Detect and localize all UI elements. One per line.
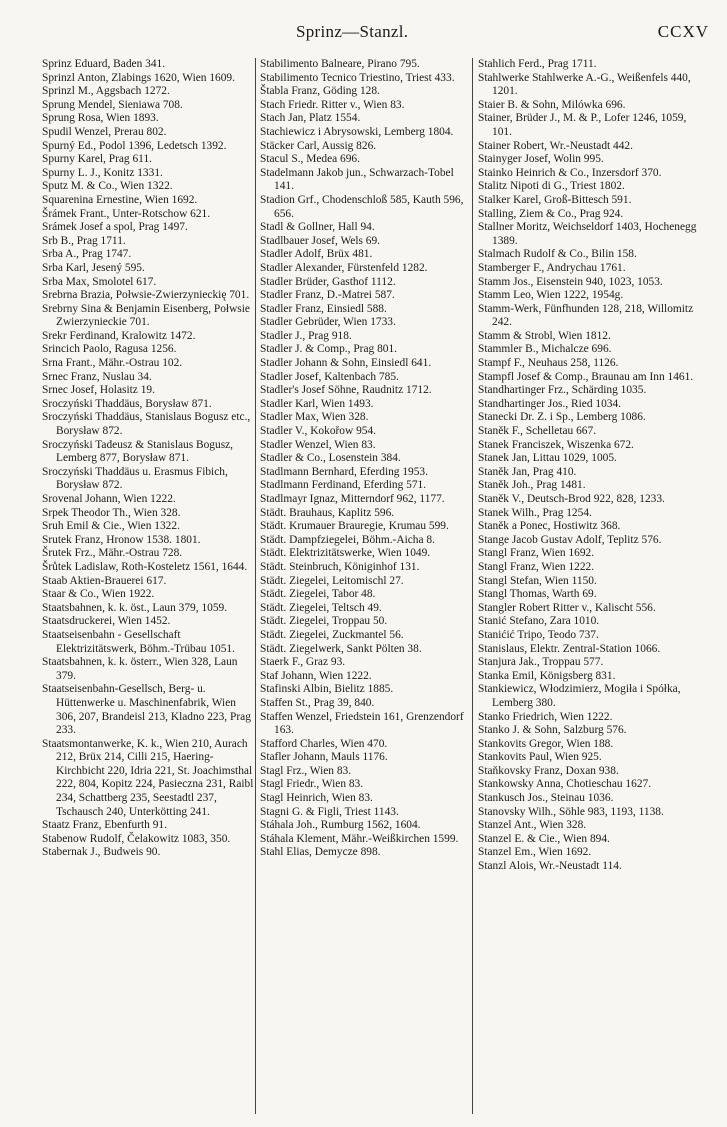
directory-entry: Staatsbahnen, k. k. österr., Wien 328, Laun 379. bbox=[42, 656, 238, 682]
directory-entry: Stachiewicz i Abrysowski, Lemberg 1804. bbox=[260, 125, 454, 138]
directory-entry: Stanecki Dr. Z. i Sp., Lemberg 1086. bbox=[478, 411, 646, 424]
directory-entry: Stamberger F., Andrychau 1761. bbox=[478, 261, 626, 274]
directory-entry: Stadler Josef, Kaltenbach 785. bbox=[260, 370, 399, 383]
directory-entry: Spurny Karel, Prag 611. bbox=[42, 153, 152, 166]
directory-entry: Standhartinger Frz., Schärding 1035. bbox=[478, 384, 647, 397]
directory-entry: Staf Johann, Wien 1222. bbox=[260, 669, 372, 682]
directory-entry: Srnec Josef, Holasitz 19. bbox=[42, 384, 155, 397]
directory-entry: Stacul S., Medea 696. bbox=[260, 153, 360, 166]
directory-entry: Städt. Elektrizitätswerke, Wien 1049. bbox=[260, 547, 431, 560]
directory-entry: Städt. Dampfziegelei, Böhm.-Aicha 8. bbox=[260, 533, 435, 546]
directory-entry: Stanzel E. & Cie., Wien 894. bbox=[478, 832, 610, 845]
directory-entry: Stankusch Jos., Steinau 1036. bbox=[478, 792, 614, 805]
directory-entry: Stáhala Joh., Rumburg 1562, 1604. bbox=[260, 819, 421, 832]
directory-entry: Sputz M. & Co., Wien 1322. bbox=[42, 180, 173, 193]
directory-entry: Stafinski Albin, Bielitz 1885. bbox=[260, 683, 394, 696]
directory-entry: Stanić Stefano, Zara 1010. bbox=[478, 615, 600, 628]
directory-entry: Stahlich Ferd., Prag 1711. bbox=[478, 58, 597, 70]
directory-entry: Šrámek Frant., Unter-Rotschow 621. bbox=[42, 207, 211, 220]
directory-entry: Stadion Grf., Chodenschloß 585, Kauth 596, 656. bbox=[260, 193, 464, 220]
directory-entry: Stagl Heinrich, Wien 83. bbox=[260, 792, 373, 805]
directory-entry: Stanzel Ant., Wien 328. bbox=[478, 819, 587, 832]
directory-entry: Srba A., Prag 1747. bbox=[42, 248, 132, 261]
directory-entry: Stanovsky Wilh., Söhle 983, 1193, 1138. bbox=[478, 805, 664, 818]
directory-entry: Staffen St., Prag 39, 840. bbox=[260, 696, 375, 709]
directory-entry: Stamm-Werk, Fünfhunden 128, 218, Willomitz 242. bbox=[478, 302, 694, 329]
directory-entry: Staatz Franz, Ebenfurth 91. bbox=[42, 819, 167, 832]
directory-entry: Staffen Wenzel, Friedstein 161, Grenzendorf 163. bbox=[260, 710, 464, 737]
directory-entry: Staatsmontanwerke, K. k., Wien 210, Aurach 212, Brüx 214, Cilli 215, Haering-Kirchbicht 220, Idria 221, St. Joachimsthal 222, 804, Kopitz 224, Pasieczna 231, Raibl 234, Schattberg 235, Seestadtl 237, Tschausch 240, Unterkötting 241. bbox=[42, 737, 254, 818]
directory-entry: Stamm Leo, Wien 1222, 1954g. bbox=[478, 289, 624, 302]
directory-entry: Stangl Thomas, Warth 69. bbox=[478, 588, 597, 601]
directory-entry: Stach Jan, Platz 1554. bbox=[260, 112, 361, 125]
directory-entry: Stahlwerke Stahlwerke A.-G., Weißenfels 440, 1201. bbox=[478, 71, 691, 98]
directory-entry: Stabenow Rudolf, Čelakowitz 1083, 350. bbox=[42, 832, 231, 845]
directory-entry: Stahl Elias, Demycze 898. bbox=[260, 846, 381, 859]
directory-entry: Stanek Jan, Littau 1029, 1005. bbox=[478, 452, 617, 465]
directory-entry: Stanislaus, Elektr. Zentral-Station 1066. bbox=[478, 642, 661, 655]
directory-entry: Städt. Ziegelei, Troppau 50. bbox=[260, 615, 388, 628]
directory-entry: Staier B. & Sohn, Milówka 696. bbox=[478, 98, 626, 111]
directory-entry: Sprinzl M., Aggsbach 1272. bbox=[42, 85, 170, 98]
directory-entry: Stadl & Gollner, Hall 94. bbox=[260, 221, 375, 234]
directory-entry: Stalker Karel, Groß-Bittesch 591. bbox=[478, 193, 632, 206]
directory-entry: Städt. Ziegelei, Zuckmantel 56. bbox=[260, 628, 404, 641]
directory-entry: Stadler Max, Wien 328. bbox=[260, 411, 369, 424]
directory-entry: Stanko Friedrich, Wien 1222. bbox=[478, 710, 613, 723]
directory-entry: Staerk F., Graz 93. bbox=[260, 656, 346, 669]
directory-entry: Stafford Charles, Wien 470. bbox=[260, 737, 388, 750]
directory-entry: Stadler J., Prag 918. bbox=[260, 329, 352, 342]
directory-entry: Spudil Wenzel, Prerau 802. bbox=[42, 125, 167, 138]
directory-entry: Stagl Frz., Wien 83. bbox=[260, 764, 352, 777]
column-divider bbox=[472, 58, 473, 1114]
directory-entry: Stainko Heinrich & Co., Inzersdorf 370. bbox=[478, 166, 662, 179]
column-2 bbox=[260, 58, 472, 1118]
directory-entry: Stanko J. & Sohn, Salzburg 576. bbox=[478, 724, 627, 737]
directory-entry: Städt. Ziegelei, Tabor 48. bbox=[260, 588, 376, 601]
directory-entry: Stagl Friedr., Wien 83. bbox=[260, 778, 364, 791]
directory-entry: Städt. Krumauer Brauregie, Krumau 599. bbox=[260, 520, 449, 533]
directory-entry: Städt. Ziegelei, Leitomischl 27. bbox=[260, 574, 404, 587]
directory-entry: Staar & Co., Wien 1922. bbox=[42, 588, 155, 601]
directory-entry: Sruh Emil & Cie., Wien 1322. bbox=[42, 520, 180, 533]
directory-entry: Stadler & Co., Losenstein 384. bbox=[260, 452, 401, 465]
directory-entry: Stalling, Ziem & Co., Prag 924. bbox=[478, 207, 624, 220]
directory-entry: Stange Jacob Gustav Adolf, Teplitz 576. bbox=[478, 533, 662, 546]
directory-entry: Squarenina Ernestine, Wien 1692. bbox=[42, 193, 198, 206]
directory-entry: Stamm & Strobl, Wien 1812. bbox=[478, 329, 611, 342]
directory-entry: Stadler Johann & Sohn, Einsiedl 641. bbox=[260, 357, 432, 370]
directory-entry: Stadler V., Kokořow 954. bbox=[260, 425, 377, 438]
column-3 bbox=[478, 58, 698, 1118]
directory-entry: Stafler Johann, Mauls 1176. bbox=[260, 751, 388, 764]
directory-entry: Sprinz Eduard, Baden 341. bbox=[42, 58, 166, 70]
directory-entry: Staněk a Ponec, Hostiwitz 368. bbox=[478, 520, 621, 533]
directory-entry: Srba Max, Smolotel 617. bbox=[42, 275, 157, 288]
directory-entry: Stadlbauer Josef, Wels 69. bbox=[260, 234, 381, 247]
directory-entry: Staňkovsky Franz, Doxan 938. bbox=[478, 764, 619, 777]
directory-entry: Städt. Ziegelwerk, Sankt Pölten 38. bbox=[260, 642, 422, 655]
directory-entry: Srpek Theodor Th., Wien 328. bbox=[42, 506, 181, 519]
directory-entry: Städt. Brauhaus, Kaplitz 596. bbox=[260, 506, 395, 519]
directory-entry: Stadler's Josef Söhne, Raudnitz 1712. bbox=[260, 384, 432, 397]
directory-entry: Stäcker Carl, Aussig 826. bbox=[260, 139, 377, 152]
directory-entry: Stainer, Brüder J., M. & P., Lofer 1246, 1059, 101. bbox=[478, 112, 687, 138]
directory-entry: Stadler Alexander, Fürstenfeld 1282. bbox=[260, 261, 428, 274]
directory-entry: Stanzl Alois, Wr.-Neustadt 114. bbox=[478, 860, 622, 873]
directory-entry: Stangler Robert Ritter v., Kalischt 556. bbox=[478, 601, 656, 614]
page-header bbox=[0, 16, 727, 46]
directory-entry: Stampfl Josef & Comp., Braunau am Inn 1461. bbox=[478, 370, 694, 383]
directory-entry: Stadler Gebrüder, Wien 1733. bbox=[260, 316, 396, 329]
directory-entry: Staněk V., Deutsch-Brod 922, 828, 1233. bbox=[478, 493, 665, 505]
directory-entry: Stamm Jos., Eisenstein 940, 1023, 1053. bbox=[478, 275, 663, 288]
directory-entry: Spurny L. J., Konitz 1331. bbox=[42, 166, 163, 179]
directory-entry: Sroczyński Thaddäus, Borysław 871. bbox=[42, 397, 212, 410]
directory-entry: Stammler B., Michalcze 696. bbox=[478, 343, 612, 356]
directory-entry: Stanjura Jak., Troppau 577. bbox=[478, 656, 604, 669]
directory-entry: Stankovits Gregor, Wien 188. bbox=[478, 737, 614, 750]
directory-entry: Šrutek Frz., Mähr.-Ostrau 728. bbox=[42, 547, 183, 560]
directory-entry: Städt. Steinbruch, Königinhof 131. bbox=[260, 560, 420, 573]
directory-entry: Stadler J. & Comp., Prag 801. bbox=[260, 343, 397, 356]
directory-entry: Stadlmann Bernhard, Eferding 1953. bbox=[260, 465, 428, 478]
directory-entry: Stangl Franz, Wien 1692. bbox=[478, 547, 595, 560]
directory-entry: Srb B., Prag 1711. bbox=[42, 234, 126, 247]
directory-entry: Stabilimento Tecnico Triestino, Triest 433. bbox=[260, 71, 455, 84]
directory-entry: Srekr Ferdinand, Kralowitz 1472. bbox=[42, 329, 196, 342]
directory-entry: Stanek Wilh., Prag 1254. bbox=[478, 506, 592, 519]
directory-entry: Stadlmayr Ignaz, Mitterndorf 962, 1177. bbox=[260, 493, 445, 505]
directory-entry: Stadler Adolf, Brüx 481. bbox=[260, 248, 373, 261]
directory-entry: Staatsdruckerei, Wien 1452. bbox=[42, 615, 171, 628]
directory-entry: Stáhala Klement, Mähr.-Weißkirchen 1599. bbox=[260, 832, 459, 845]
directory-entry: Stadler Wenzel, Wien 83. bbox=[260, 438, 376, 451]
directory-entry: Stabernak J., Budweis 90. bbox=[42, 846, 161, 859]
directory-entry: Stadler Brüder, Gasthof 1112. bbox=[260, 275, 396, 288]
directory-entry: Srutek Franz, Hronow 1538. 1801. bbox=[42, 533, 201, 546]
directory-entry: Srebrna Brazia, Połwsie-Zwierzynieckię 701. bbox=[42, 289, 250, 302]
directory-entry: Stainer Robert, Wr.-Neustadt 442. bbox=[478, 139, 633, 152]
directory-entry: Staněk Jan, Prag 410. bbox=[478, 465, 577, 478]
directory-entry: Standhartinger Jos., Ried 1034. bbox=[478, 397, 622, 410]
directory-entry: Stainyger Josef, Wolin 995. bbox=[478, 153, 604, 166]
directory-entry: Stadelmann Jakob jun., Schwarzach-Tobel 141. bbox=[260, 166, 454, 193]
directory-entry: Stadlmann Ferdinand, Eferding 571. bbox=[260, 479, 427, 492]
directory-entry: Stanzel Em., Wien 1692. bbox=[478, 846, 592, 859]
directory-entry: Spurný Ed., Podol 1396, Ledetsch 1392. bbox=[42, 139, 227, 152]
directory-entry: Staatsbahnen, k. k. öst., Laun 379, 1059. bbox=[42, 601, 228, 614]
directory-entry: Staatseisenbahn - Gesellschaft Elektrizitätswerk, Böhm.-Trübau 1051. bbox=[42, 628, 235, 655]
directory-entry: Srincich Paolo, Ragusa 1256. bbox=[42, 343, 177, 356]
column-divider bbox=[255, 58, 256, 1114]
directory-entry: Stankiewicz, Włodzimierz, Mogiła i Spółka, Lemberg 380. bbox=[478, 683, 681, 709]
directory-entry: Stabilimento Balneare, Pirano 795. bbox=[260, 58, 420, 70]
directory-entry: Srámek Josef a spol, Prag 1497. bbox=[42, 221, 188, 234]
directory-entry: Štabla Franz, Göding 128. bbox=[260, 85, 380, 98]
directory-entry: Stanićić Tripo, Teodo 737. bbox=[478, 628, 599, 641]
directory-entry: Šrůtek Ladislaw, Roth-Kosteletz 1561, 1644. bbox=[42, 560, 248, 573]
directory-entry: Stach Friedr. Ritter v., Wien 83. bbox=[260, 98, 405, 111]
directory-entry: Srna Frant., Mähr.-Ostrau 102. bbox=[42, 357, 183, 370]
directory-entry: Stampf F., Neuhaus 258, 1126. bbox=[478, 357, 619, 370]
directory-entry: Stalitz Nipoti di G., Triest 1802. bbox=[478, 180, 625, 193]
directory-entry: Staněk F., Schelletau 667. bbox=[478, 425, 597, 438]
directory-entry: Stagni G. & Figli, Triest 1143. bbox=[260, 805, 399, 818]
directory-entry: Srnec Franz, Nuslau 34. bbox=[42, 370, 152, 383]
directory-entry: Sroczyński Tadeusz & Stanislaus Bogusz, Lemberg 877, Borysław 871. bbox=[42, 438, 234, 465]
directory-entry: Staněk Joh., Prag 1481. bbox=[478, 479, 586, 492]
directory-entry: Sprinzl Anton, Zlabings 1620, Wien 1609. bbox=[42, 71, 235, 84]
directory-entry: Stankowsky Anna, Chotieschau 1627. bbox=[478, 778, 652, 791]
directory-entry: Sprung Rosa, Wien 1893. bbox=[42, 112, 159, 125]
directory-entry: Stankovits Paul, Wien 925. bbox=[478, 751, 602, 764]
directory-entry: Staab Aktien-Brauerei 617. bbox=[42, 574, 167, 587]
directory-entry: Srovenal Johann, Wien 1222. bbox=[42, 493, 176, 505]
directory-entry: Städt. Ziegelei, Teltsch 49. bbox=[260, 601, 382, 614]
directory-entry: Srebrny Sina & Benjamin Eisenberg, Połwsie Zwierzynieckie 701. bbox=[42, 302, 250, 329]
column-1 bbox=[42, 58, 254, 1118]
directory-entry: Sroczyński Thaddäus, Stanislaus Bogusz etc., Borysław 872. bbox=[42, 411, 251, 438]
directory-entry: Stalmach Rudolf & Co., Bilin 158. bbox=[478, 248, 637, 261]
directory-entry: Stangl Stefan, Wien 1150. bbox=[478, 574, 597, 587]
directory-entry: Stadler Franz, Einsiedl 588. bbox=[260, 302, 387, 315]
directory-entry: Stallner Moritz, Weichseldorf 1403, Hochenegg 1389. bbox=[478, 221, 697, 247]
page-title: Sprinz—Stanzl. bbox=[296, 22, 409, 41]
directory-entry: Sprung Mendel, Sieniawa 708. bbox=[42, 98, 183, 111]
page-number: CCXV bbox=[657, 22, 709, 41]
directory-entry: Stanek Franciszek, Wiszenka 672. bbox=[478, 438, 634, 451]
directory-entry: Stadler Karl, Wien 1493. bbox=[260, 397, 374, 410]
directory-entry: Staatseisenbahn-Gesellsch, Berg- u. Hüttenwerke u. Maschinenfabrik, Wien 306, 207, Brandeisl 213, Kladno 223, Prag 233. bbox=[42, 683, 251, 737]
directory-entry: Stadler Franz, D.-Matrei 587. bbox=[260, 289, 395, 302]
directory-entry: Stangl Franz, Wien 1222. bbox=[478, 560, 595, 573]
directory-entry: Sroczyński Thaddäus u. Erasmus Fibich, Borysław 872. bbox=[42, 465, 228, 492]
directory-entry: Stanka Emil, Königsberg 831. bbox=[478, 669, 616, 682]
directory-entry: Srba Karl, Jesený 595. bbox=[42, 261, 145, 274]
